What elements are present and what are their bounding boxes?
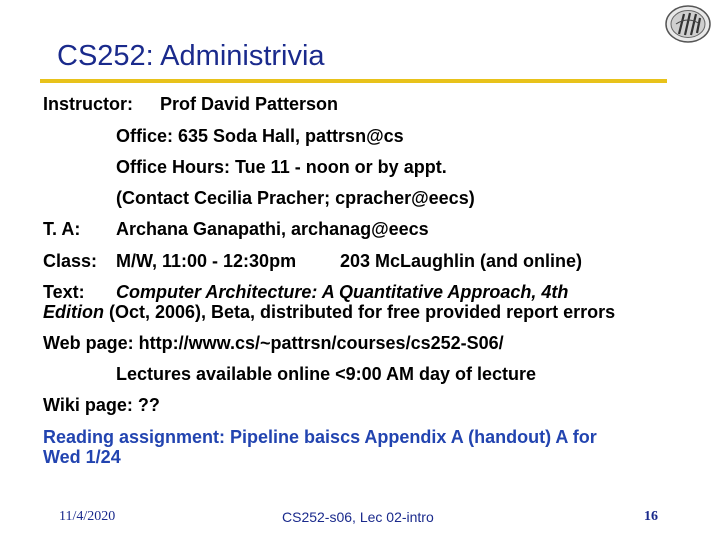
instructor-label: Instructor: bbox=[43, 94, 133, 114]
class-room: 203 McLaughlin (and online) bbox=[340, 251, 583, 271]
footer-course: CS252-s06, Lec 02-intro bbox=[282, 509, 434, 525]
ta-label: T. A: bbox=[43, 219, 81, 239]
class-label: Class: bbox=[43, 251, 98, 271]
university-seal-icon bbox=[664, 4, 712, 44]
textbook-edition-rest: (Oct, 2006), Beta, distributed for free provided report errors bbox=[104, 302, 616, 322]
office-hours-line: Office Hours: Tue 11 - noon or by appt. bbox=[116, 157, 447, 177]
title-underline bbox=[40, 79, 667, 83]
textbook-edition-line bbox=[43, 302, 615, 323]
lectures-line: Lectures available online <9:00 AM day of lecture bbox=[116, 364, 536, 384]
footer-date: 11/4/2020 bbox=[59, 509, 116, 524]
class-time: M/W, 11:00 - 12:30pm bbox=[116, 251, 297, 271]
office-line: Office: 635 Soda Hall, pattrsn@cs bbox=[116, 126, 404, 146]
instructor-name: Prof David Patterson bbox=[160, 94, 339, 114]
slide-title: CS252: Administrivia bbox=[57, 40, 325, 72]
wiki-line: Wiki page: ?? bbox=[43, 395, 160, 415]
textbook-title: Computer Architecture: A Quantitative Approach, 4th bbox=[116, 282, 569, 302]
ta-name: Archana Ganapathi, archanag@eecs bbox=[116, 219, 429, 239]
footer-page-number: 16 bbox=[644, 509, 658, 524]
web-page-line: Web page: http://www.cs/~pattrsn/courses/cs252-S06/ bbox=[43, 333, 504, 353]
reading-assignment-line2: Wed 1/24 bbox=[43, 447, 121, 467]
reading-assignment-line1: Reading assignment: Pipeline baiscs Appendix A (handout) A for bbox=[43, 427, 597, 447]
contact-line: (Contact Cecilia Pracher; cpracher@eecs) bbox=[116, 188, 475, 208]
text-label: Text: bbox=[43, 282, 85, 302]
textbook-edition-italic: Edition bbox=[43, 302, 104, 322]
